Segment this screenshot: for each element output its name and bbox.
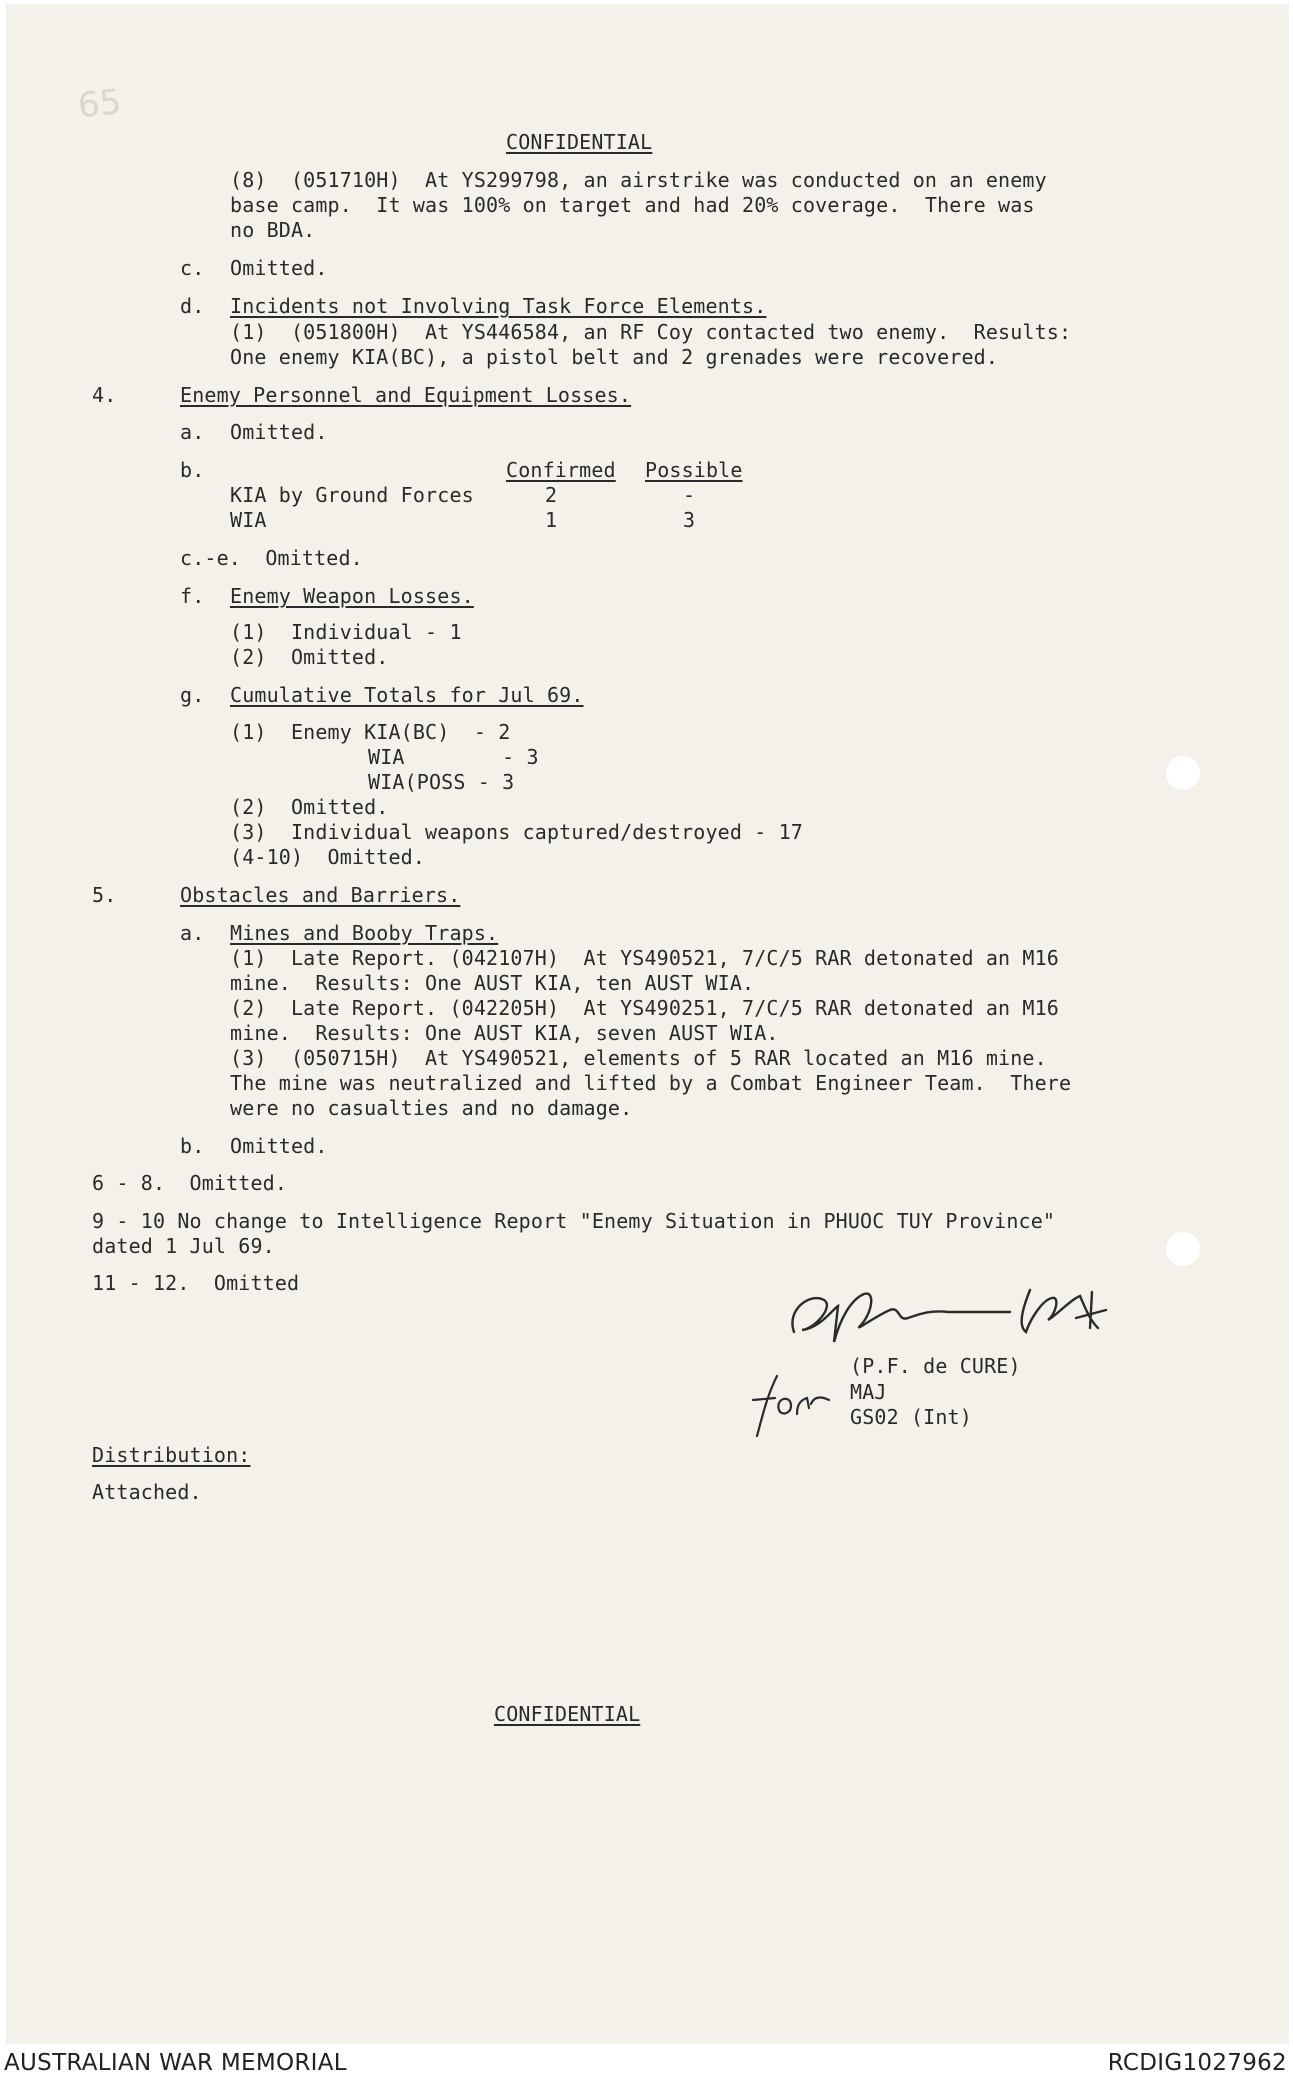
- g1-wia: WIA - 3: [368, 745, 539, 769]
- para4-b-label: b.: [180, 458, 205, 482]
- losses-row-possible: 3: [683, 508, 696, 532]
- d1-line1: (1) (051800H) At YS446584, an RF Coy contacted two enemy. Results:: [230, 320, 1072, 344]
- a1-line2: mine. Results: One AUST KIA, ten AUST WIA.: [230, 971, 755, 995]
- punch-hole: [1166, 756, 1200, 790]
- a2-line1: (2) Late Report. (042205H) At YS490251, 7/C/5 RAR detonated an M16: [230, 996, 1059, 1020]
- para9-10-line1: 9 - 10 No change to Intelligence Report "Enemy Situation in PHUOC TUY Province": [92, 1209, 1056, 1233]
- distribution-title: Distribution:: [92, 1443, 251, 1467]
- losses-row-label: KIA by Ground Forces: [230, 483, 474, 507]
- para4-a-label: a.: [180, 420, 205, 444]
- para11-12: 11 - 12. Omitted: [92, 1271, 300, 1295]
- para4-g-title: Cumulative Totals for Jul 69.: [230, 683, 584, 707]
- losses-row-label: WIA: [230, 508, 267, 532]
- handwritten-for-annotation: [745, 1370, 835, 1440]
- losses-row-possible: -: [683, 483, 696, 507]
- item8-line2: base camp. It was 100% on target and had 20% coverage. There was: [230, 193, 1035, 217]
- column-possible: Possible: [645, 458, 743, 482]
- signatory-rank: MAJ: [850, 1380, 887, 1404]
- a2-line2: mine. Results: One AUST KIA, seven AUST WIA.: [230, 1021, 779, 1045]
- para4-title: Enemy Personnel and Equipment Losses.: [180, 383, 632, 407]
- distribution-text: Attached.: [92, 1480, 202, 1504]
- g3-text: (3) Individual weapons captured/destroyed - 17: [230, 820, 803, 844]
- g1-wia-poss: WIA(POSS - 3: [368, 770, 515, 794]
- column-confirmed: Confirmed: [506, 458, 616, 482]
- sub-c-text: Omitted.: [230, 256, 328, 280]
- signatory-name: (P.F. de CURE): [850, 1354, 1021, 1378]
- a3-line3: were no casualties and no damage.: [230, 1096, 633, 1120]
- header-classification: CONFIDENTIAL: [506, 130, 653, 154]
- para4-number: 4.: [92, 383, 117, 407]
- para9-10-line2: dated 1 Jul 69.: [92, 1234, 275, 1258]
- a3-line2: The mine was neutralized and lifted by a Combat Engineer Team. There: [230, 1071, 1072, 1095]
- para6-8: 6 - 8. Omitted.: [92, 1171, 288, 1195]
- g4-text: (4-10) Omitted.: [230, 845, 426, 869]
- para4-ce-text: c.-e. Omitted.: [180, 546, 363, 570]
- punch-hole: [1166, 1232, 1200, 1266]
- para4-f-title: Enemy Weapon Losses.: [230, 584, 474, 608]
- signatory-appointment: GS02 (Int): [850, 1405, 972, 1429]
- a3-line1: (3) (050715H) At YS490521, elements of 5 RAR located an M16 mine.: [230, 1046, 1047, 1070]
- archive-reference: RCDIG1027962: [1107, 2050, 1287, 2076]
- para5-b-text: Omitted.: [230, 1134, 328, 1158]
- para4-g-label: g.: [180, 683, 205, 707]
- para5-b-label: b.: [180, 1134, 205, 1158]
- a1-line1: (1) Late Report. (042107H) At YS490521, 7/C/5 RAR detonated an M16: [230, 946, 1059, 970]
- para5-a-title: Mines and Booby Traps.: [230, 921, 499, 945]
- para5-number: 5.: [92, 883, 117, 907]
- item8-line1: (8) (051710H) At YS299798, an airstrike was conducted on an enemy: [230, 168, 1047, 192]
- losses-row-confirmed: 1: [545, 508, 558, 532]
- archive-credit: AUSTRALIAN WAR MEMORIAL: [4, 2050, 347, 2076]
- handwritten-signature: [780, 1270, 1140, 1360]
- sub-d-title: Incidents not Involving Task Force Elements.: [230, 294, 767, 318]
- para5-a-label: a.: [180, 921, 205, 945]
- para5-title: Obstacles and Barriers.: [180, 883, 461, 907]
- sub-label-d: d.: [180, 294, 205, 318]
- f1-text: (1) Individual - 1: [230, 620, 462, 644]
- d1-line2: One enemy KIA(BC), a pistol belt and 2 grenades were recovered.: [230, 345, 999, 369]
- item8-line3: no BDA.: [230, 218, 316, 242]
- para4-f-label: f.: [180, 584, 205, 608]
- para4-a-text: Omitted.: [230, 420, 328, 444]
- g2-text: (2) Omitted.: [230, 795, 389, 819]
- g1-enemy-kia: (1) Enemy KIA(BC) - 2: [230, 720, 511, 744]
- sub-label-c: c.: [180, 256, 205, 280]
- losses-row-confirmed: 2: [545, 483, 558, 507]
- footer-classification: CONFIDENTIAL: [494, 1702, 641, 1726]
- f2-text: (2) Omitted.: [230, 645, 389, 669]
- faint-page-number: 65: [76, 81, 124, 127]
